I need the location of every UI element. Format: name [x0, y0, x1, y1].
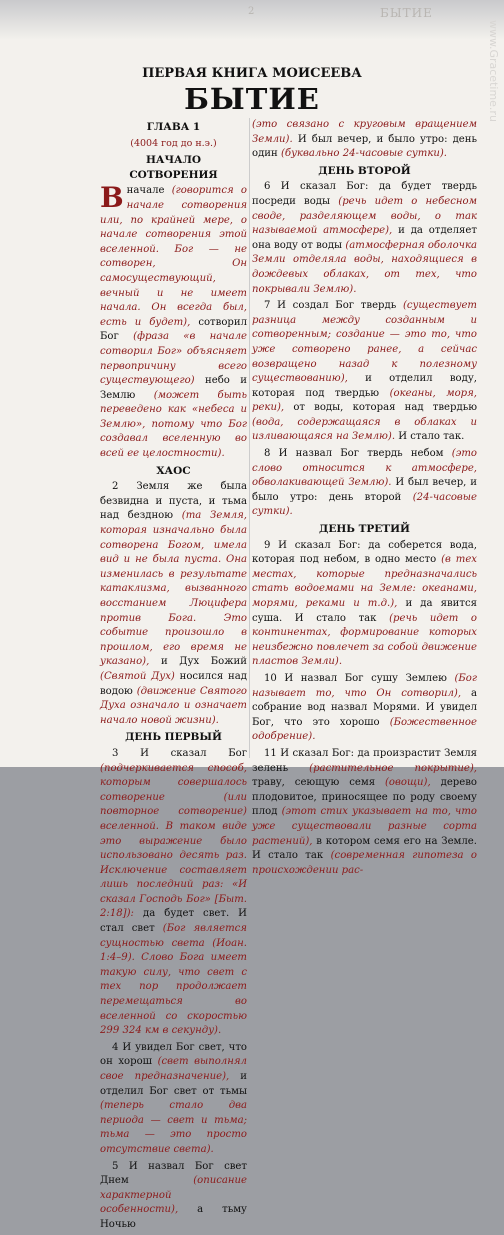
- main-title: БЫТИЕ: [184, 82, 320, 116]
- ghost-running-header: БЫТИЕ: [380, 6, 433, 20]
- book-title: ПЕРВАЯ КНИГА МОИСЕЕВА: [142, 66, 362, 81]
- left-column: [100, 118, 247, 1235]
- verse-11: 11 И сказал Бог: да произрастит Земля зелень (растительное покрытие), траву, сеющую семя (овощи), дерево плодовитое, приносящее по роду своему плод (этот стих указывает на то, что уже существовали разные сорта растений), в котором семя его на Земле. И стало так (современная гипотеза о происхождении рас-: [252, 747, 478, 876]
- right-column: [252, 118, 477, 880]
- verse-7: 7 И создал Бог твердь (существует разница между созданным и сотворенным; создание — это то, что уже сотворено ранее, а сейчас возвращено назад к полезному существованию), и отделил воду, которая под твердью (океаны, моря, реки), от воды, которая над твердью (вода, содержащаяся в облаках и изливающаяся на Землю). И стало так.: [252, 300, 478, 443]
- verse-6: 6 И сказал Бог: да будет твердь посреди воды (речь идет о небесном своде, разделяющем воды, о так называемой атмосфере), и да отделяет она воду от воды (атмосферная оболочка Земли отделяла воды, находящиеся в дождевых облаках, от тех, что покрывали Землю).: [252, 181, 477, 295]
- day-one-heading: ДЕНЬ ПЕРВЫЙ: [125, 731, 222, 744]
- verse-5: 5 И назвал Бог свет Днем (описание характерной особенности), а тьму Ночью: [100, 1160, 247, 1230]
- verse-10: 10 И назвал Бог сушу Землею (Бог называет то, что Он сотворил), а собрание вод назвал Морями. И увидел Бог, что это хорошо (Божественное одобрение).: [252, 672, 477, 743]
- watermark: www.Gracetime.ru: [487, 20, 500, 122]
- chapter-date: (4004 год до н.э.): [130, 137, 217, 149]
- verse-5-cont: (это связано с круговым вращением Земли). И был вечер, и было утро: день один (буквально 24-часовые сутки).: [252, 119, 478, 160]
- verse-4: 4 И увидел Бог свет, что он хорош (свет выполнял свое предназначение), и отделил Бог свет от тьмы (теперь стало два периода — свет и тьма; тьма — это просто отсутствие света).: [100, 1041, 247, 1155]
- chapter-heading: ГЛАВА 1: [146, 121, 201, 133]
- drop-cap: В: [100, 181, 124, 215]
- day-three-heading: ДЕНЬ ТРЕТИЙ: [319, 523, 410, 536]
- column-divider: [249, 118, 250, 758]
- verse-3: 3 И сказал Бог (подчеркивается способ, которым совершалось сотворение (или повторное сотворение) вселенной. В таком виде это выражение было использовано десять раз. Исключение составляет лишь последний раз: «И сказал Господь Бог» [Быт. 2:18]): да будет свет. И стал свет (Бог является сущностью света (Иоан. 1:4–9). Слово Бога имеет такую силу, что свет с тех пор продолжает перемещаться во вселенной со скоростью 299 324 км в секунду).: [100, 747, 247, 1037]
- ghost-page-number: 2: [248, 6, 255, 17]
- verse-1: Вначале (говорится о начале сотворения или, по крайней мере, о начале сотворения этой вселенной. Бог — не сотворен, Он самосуществующий, вечный и не имеет начала. Он всегда был, есть и будет), сотворил Бог (фраза «в начале сотворил Бог» объясняет первопричину всего существующего) небо и Землю (может быть переведено как «небеса и Землю», потому что Бог создавал вселенную во всей ее целостности).: [100, 181, 248, 460]
- section-heading: НАЧАЛО СОТВОРЕНИЯ: [129, 154, 218, 181]
- verse-9: 9 И сказал Бог: да соберется вода, которая под небом, в одно место (в тех местах, которые предназначались стать водоемами на Земле: океанами, морями, реками и т.д.), и да явится суша. И стало так (речь идет о континентах, формирование которых неизбежно повлечет за собой движение пластов Земли).: [252, 539, 477, 668]
- chaos-heading: ХАОС: [156, 464, 191, 477]
- verse-2: 2 Земля же была безвидна и пуста, и тьма над бездною (та Земля, которая изначально была сотворена Богом, имела вид и не была пуста. Она изменилась в результате катаклизма, вызванного восстанием Люцифера против Бога. Это событие произошло в прошлом, его время не указано), и Дух Божий (Святой Дух) носился над водою (движение Святого Духа означало и означает начало новой жизни).: [100, 481, 247, 726]
- verse-8: 8 И назвал Бог твердь небом (это слово относится к атмосфере, обволакивающей Землю). И был вечер, и было утро: день второй (24-часовые сутки).: [252, 448, 477, 518]
- day-two-heading: ДЕНЬ ВТОРОЙ: [318, 164, 411, 177]
